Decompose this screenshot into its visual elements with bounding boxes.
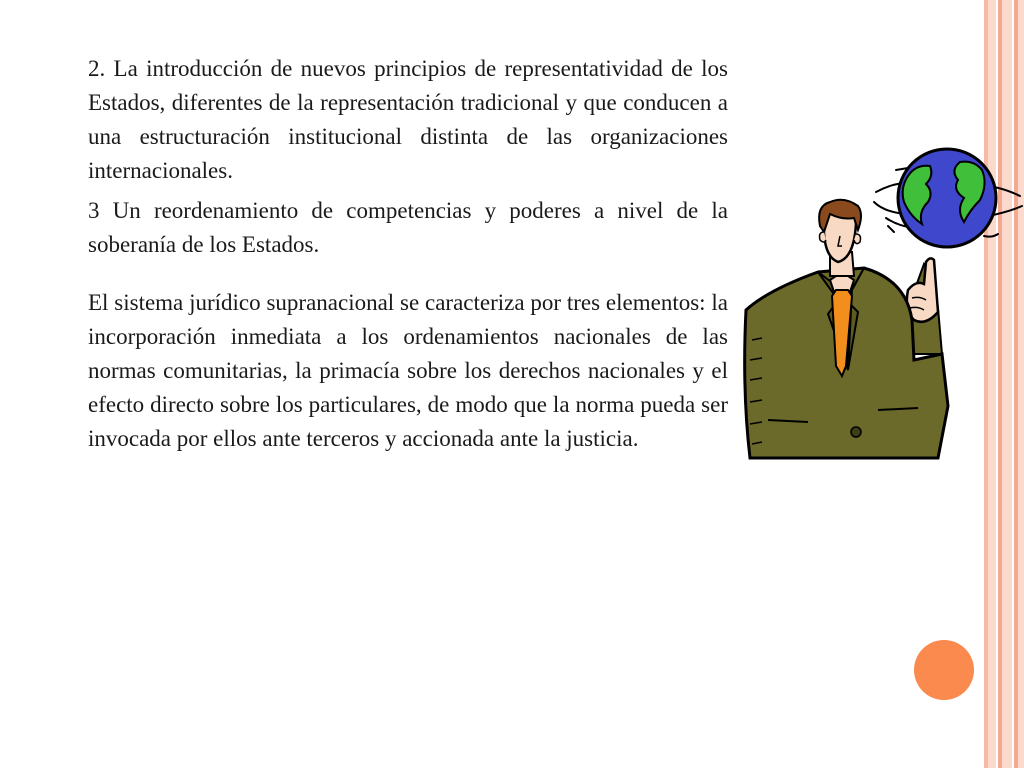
paragraph-2-principles: 2. La introducción de nuevos principios de representatividad de los Estados, diferentes de la representación tradicional y que conducen a una estructuración institucional distinta de las organizaciones internacionales. xyxy=(88,56,728,183)
accent-circle xyxy=(914,640,974,700)
paragraph-supranational-system: El sistema jurídico supranacional se caracteriza por tres elementos: la incorporación inmediata a los ordenamientos nacionales de las normas comunitarias, la primacía sobre los derechos nacionales y el efecto directo sobre los particulares, de modo que la norma pueda ser invocada por ellos ante terceros y accionada ante la justicia. xyxy=(88,290,728,451)
head-icon xyxy=(819,200,861,276)
businessman-globe-icon xyxy=(738,140,1024,470)
body-text xyxy=(88,52,728,456)
globe-icon xyxy=(898,149,996,247)
paragraph-3-competencies: 3 Un reordenamiento de competencias y poderes a nivel de la soberanía de los Estados. xyxy=(88,198,728,257)
